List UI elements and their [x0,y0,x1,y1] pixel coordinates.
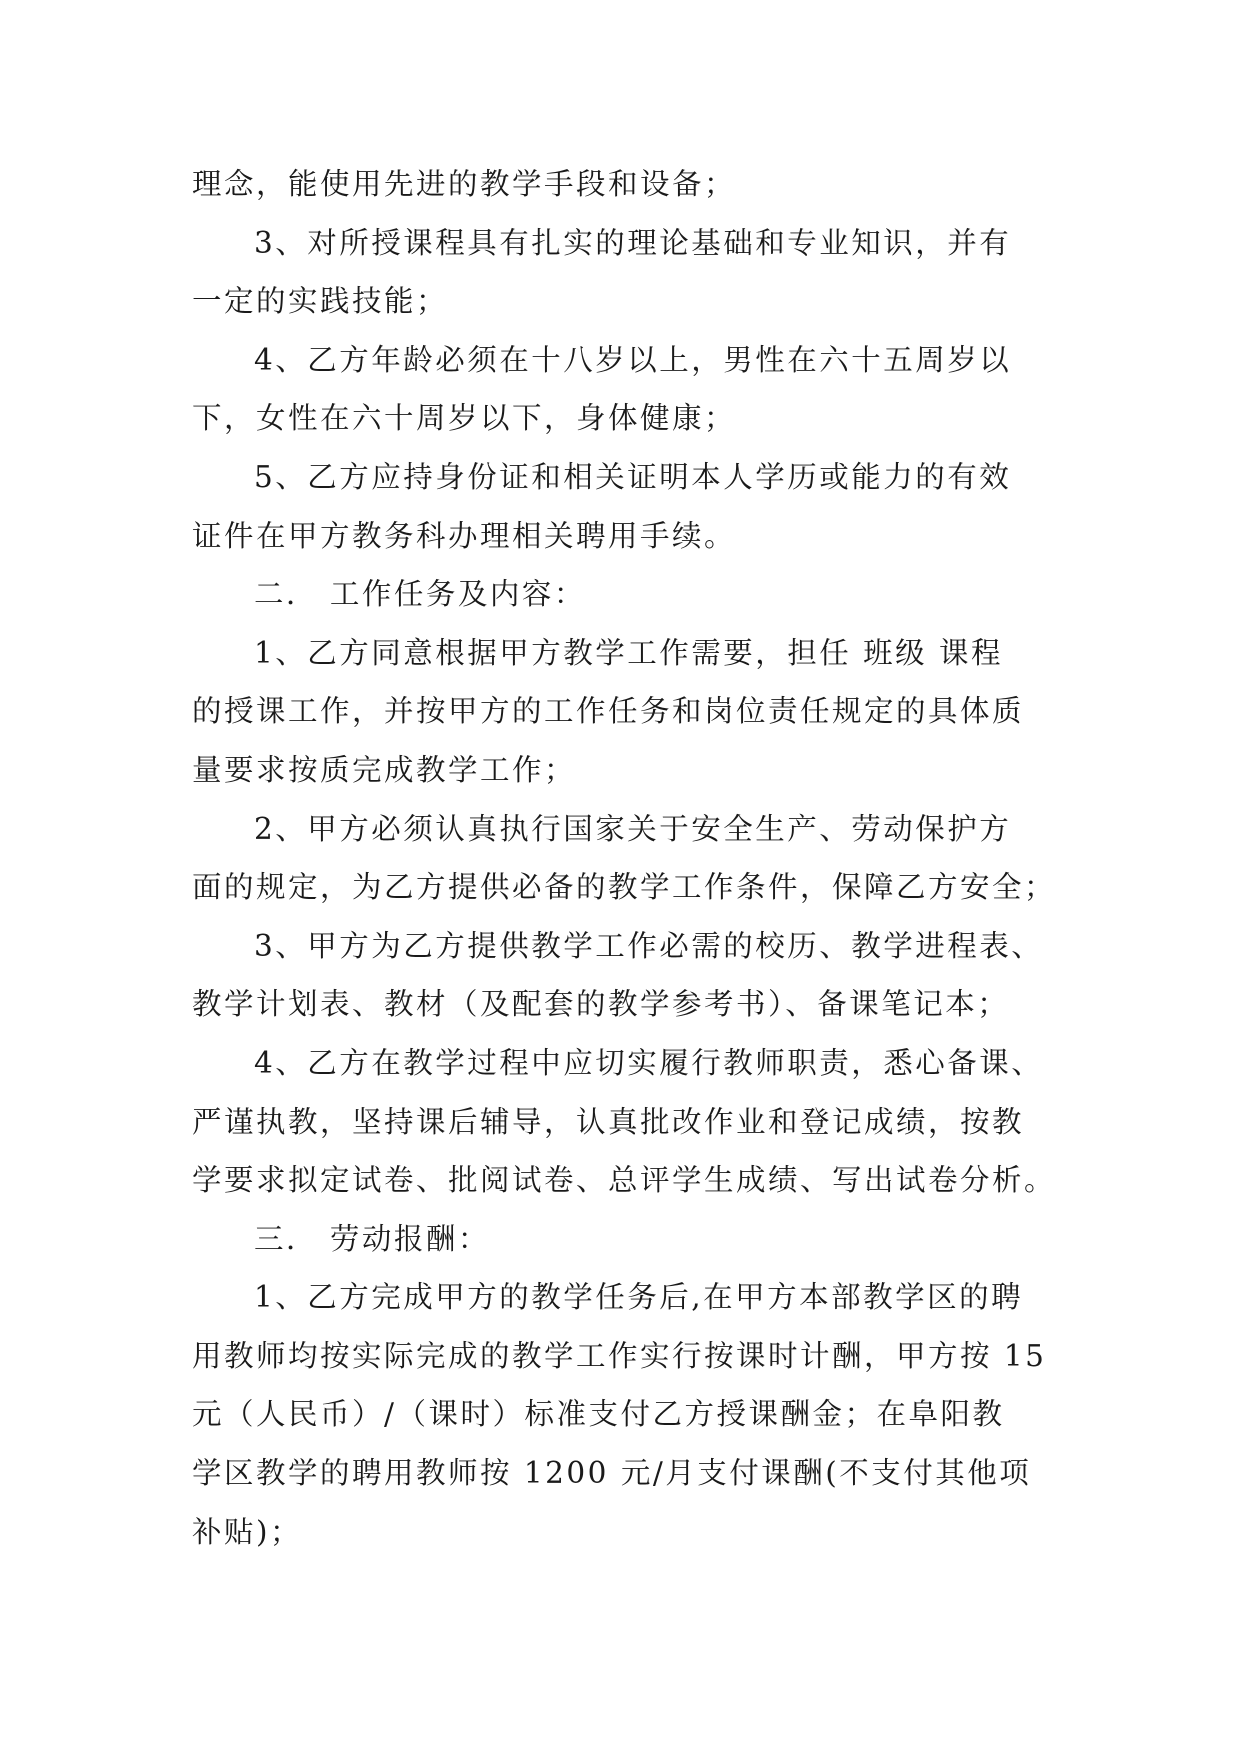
section-heading: 二． 工作任务及内容： [254,577,586,612]
text-line: 2、甲方必须认真执行国家关于安全生产、劳动保护方 [254,811,1012,846]
text-line: 用教师均按实际完成的教学工作实行按课时计酬，甲方按 15 [192,1338,1047,1373]
text-line: 面的规定，为乙方提供必备的教学工作条件，保障乙方安全； [192,870,1057,905]
text-line: 教学计划表、教材（及配套的教学参考书）、备课笔记本； [192,987,1010,1022]
text-line: 4、乙方年龄必须在十八岁以上，男性在六十五周岁以 [254,342,1012,377]
text-line: 1、乙方同意根据甲方教学工作需要，担任 班级 课程 [254,635,1004,670]
text-line: 下，女性在六十周岁以下，身体健康； [192,401,737,436]
section-heading: 三． 劳动报酬： [254,1221,490,1256]
text-line: 学区教学的聘用教师按 1200 元/月支付课酬(不支付其他项 [192,1456,1032,1491]
text-line: 一定的实践技能； [192,284,449,319]
text-line: 3、甲方为乙方提供教学工作必需的校历、教学进程表、 [254,928,1044,963]
text-line: 量要求按质完成教学工作； [192,752,577,787]
text-line: 理念，能使用先进的教学手段和设备； [192,167,737,201]
text-line: 严谨执教，坚持课后辅导，认真批改作业和登记成绩，按教 [192,1104,1025,1139]
text-line: 补贴)； [192,1514,303,1549]
text-line: 5、乙方应持身份证和相关证明本人学历或能力的有效 [254,459,1012,494]
text-line: 1、乙方完成甲方的教学任务后,在甲方本部教学区的聘 [254,1280,1024,1315]
document-body [192,155,1072,1561]
text-line: 的授课工作，并按甲方的工作任务和岗位责任规定的具体质 [192,694,1025,729]
text-line: 证件在甲方教务科办理相关聘用手续。 [192,518,737,553]
text-line: 4、乙方在教学过程中应切实履行教师职责，悉心备课、 [254,1045,1044,1080]
text-line: 3、对所授课程具有扎实的理论基础和专业知识，并有 [254,225,1012,260]
text-line: 元（人民币）/（课时）标准支付乙方授课酬金；在阜阳教 [192,1397,1005,1432]
text-line: 学要求拟定试卷、批阅试卷、总评学生成绩、写出试卷分析。 [192,1163,1057,1198]
